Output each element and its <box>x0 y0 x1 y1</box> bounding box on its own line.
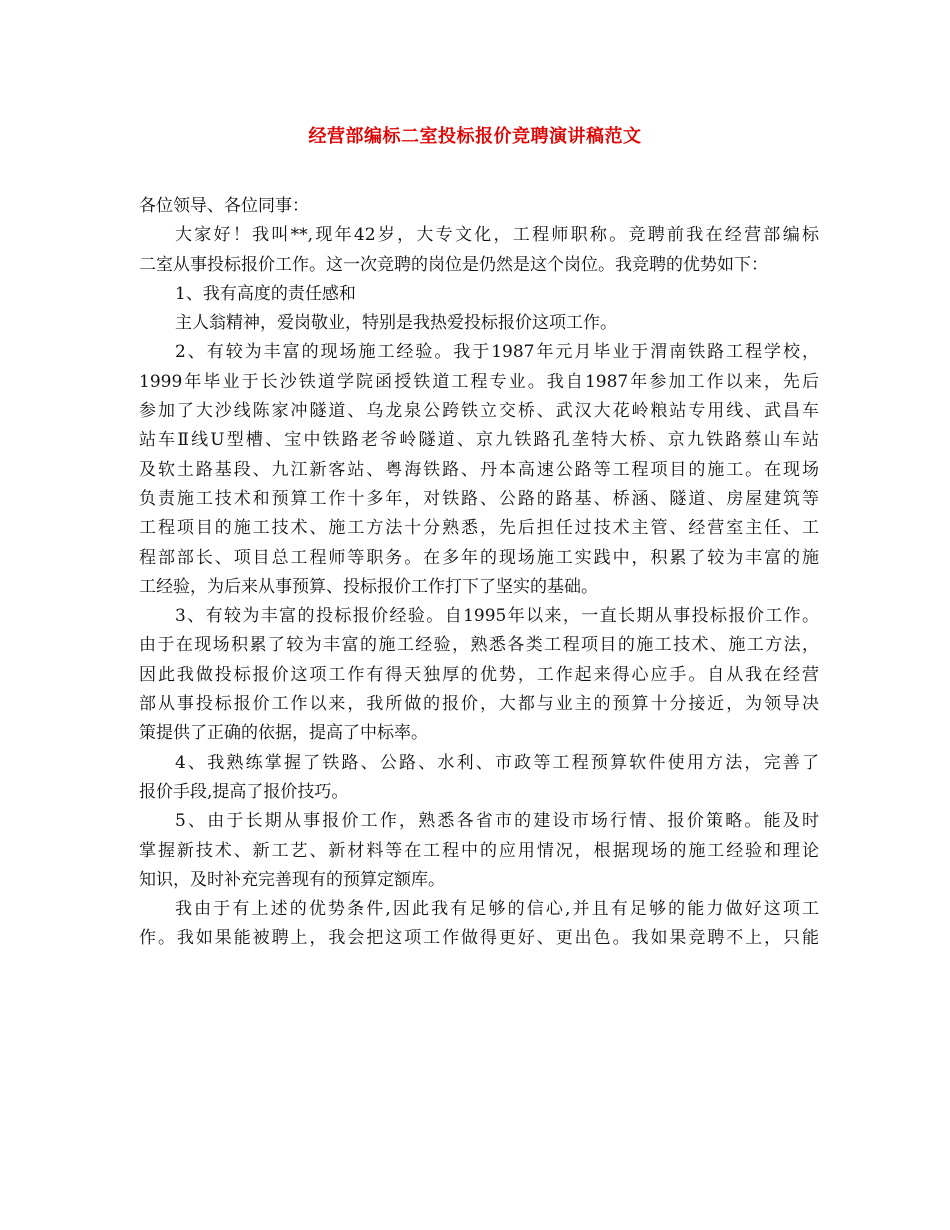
paragraph-line: 1999年毕业于长沙铁道学院函授铁道工程专业。我自1987年参加工作以来，先后 <box>139 371 819 392</box>
paragraph-line: 策提供了正确的依据，提高了中标率。 <box>139 723 428 744</box>
paragraph-line: 我由于有上述的优势条件,因此我有足够的信心,并且有足够的能力做好这项工 <box>175 899 819 920</box>
salutation-line: 各位领导、各位同事： <box>139 196 309 216</box>
document-body <box>139 192 819 954</box>
paragraph-line: 报价手段,提高了报价技巧。 <box>139 781 349 802</box>
paragraph-line: 部从事投标报价工作以来，我所做的报价，大都与业主的预算十分接近，为领导决 <box>139 694 819 715</box>
paragraph-line: 4、我熟练掌握了铁路、公路、水利、市政等工程预算软件使用方法，完善了 <box>175 752 819 773</box>
paragraph-line: 知识，及时补充完善现有的预算定额库。 <box>139 869 445 890</box>
paragraph-line: 由于在现场积累了较为丰富的施工经验，熟悉各类工程项目的施工技术、施工方法， <box>139 635 819 656</box>
paragraph-line: 二室从事投标报价工作。这一次竞聘的岗位是仍然是这个岗位。我竞聘的优势如下： <box>139 254 768 275</box>
paragraph-line: 3、有较为丰富的投标报价经验。自1995年以来，一直长期从事投标报价工作。 <box>175 606 819 627</box>
paragraph-line: 因此我做投标报价这项工作有得天独厚的优势，工作起来得心应手。自从我在经营 <box>139 664 819 685</box>
paragraph-line: 工经验，为后来从事预算、投标报价工作打下了坚实的基础。 <box>139 576 598 597</box>
paragraph-line: 大家好！我叫**,现年42岁，大专文化，工程师职称。竞聘前我在经营部编标 <box>175 225 819 246</box>
paragraph-line: 负责施工技术和预算工作十多年，对铁路、公路的路基、桥涵、隧道、房屋建筑等 <box>139 488 819 509</box>
paragraph-line: 掌握新技术、新工艺、新材料等在工程中的应用情况，根据现场的施工经验和理论 <box>139 840 819 861</box>
paragraph-line: 参加了大沙线陈家冲隧道、乌龙泉公跨铁立交桥、武汉大花岭粮站专用线、武昌车 <box>139 401 819 422</box>
paragraph-line: 程部部长、项目总工程师等职务。在多年的现场施工实践中，积累了较为丰富的施 <box>139 547 819 568</box>
paragraph-line: 站车Ⅱ线U型槽、宝中铁路老爷岭隧道、京九铁路孔垄特大桥、京九铁路蔡山车站 <box>139 430 819 451</box>
paragraph-line: 作。我如果能被聘上，我会把这项工作做得更好、更出色。我如果竞聘不上，只能 <box>139 928 819 949</box>
paragraph-line: 主人翁精神，爱岗敬业，特别是我热爱投标报价这项工作。 <box>175 313 617 334</box>
document-title: 经营部编标二室投标报价竞聘演讲稿范文 <box>308 126 642 147</box>
paragraph-line: 1、我有高度的责任感和 <box>175 283 356 304</box>
paragraph-line: 2、有较为丰富的现场施工经验。我于1987年元月毕业于渭南铁路工程学校， <box>175 342 819 363</box>
paragraph-line: 及软土路基段、九江新客站、粤海铁路、丹本高速公路等工程项目的施工。在现场 <box>139 459 819 480</box>
paragraph-line: 工程项目的施工技术、施工方法十分熟悉，先后担任过技术主管、经营室主任、工 <box>139 518 819 539</box>
paragraph-line: 5、由于长期从事报价工作，熟悉各省市的建设市场行情、报价策略。能及时 <box>175 811 819 832</box>
